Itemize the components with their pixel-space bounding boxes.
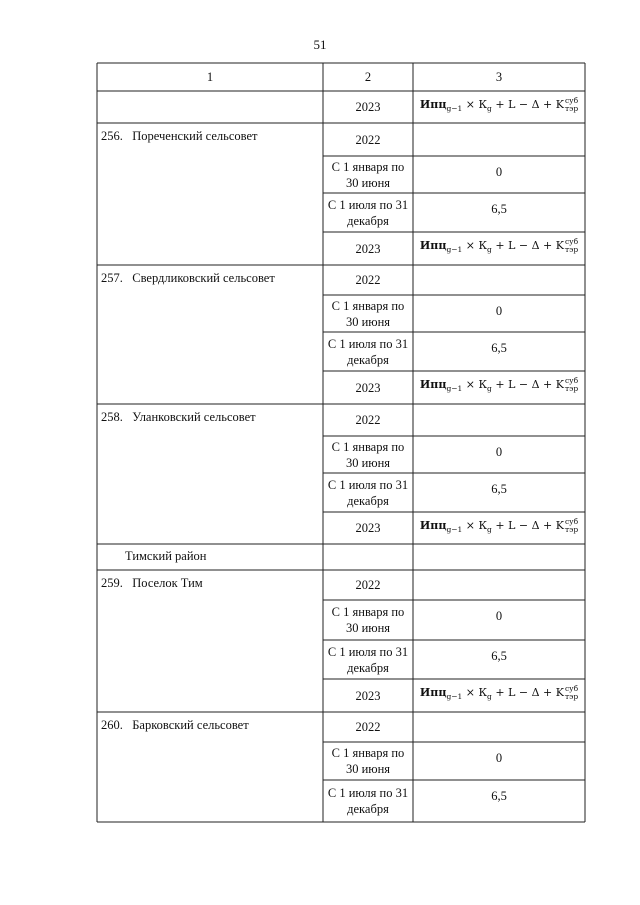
period-cell: С 1 января по 30 июня [331,746,405,776]
column-header-1: 1 [206,70,214,84]
formula-lead: Ипц [419,518,447,532]
period-cell: 2023 [355,380,381,395]
period-cell: С 1 июля по 31 декабря [327,336,409,367]
formula-lead-sub: g−1 [446,384,463,394]
page-number: 51 [313,37,327,52]
formula-sub: тэр [564,384,579,394]
value-cell: 0 [495,304,503,318]
tariff-formula [420,238,578,258]
period-cell: С 1 января по 30 июня [331,298,405,329]
value-cell-formula [413,371,585,404]
formula-middle: + L − Δ + K [491,686,564,700]
formula-times: × К [462,239,488,253]
formula-lead-sub: g−1 [446,104,463,114]
formula-lead-sub: g−1 [446,245,463,255]
formula-sup: суб [564,376,579,386]
period-cell: 2022 [355,413,381,427]
formula-middle: + L − Δ + K [491,239,564,253]
formula-k-sub: g [487,245,492,255]
formula-sub: тэр [564,524,579,534]
municipality-name: 258. Уланковский сельсовет [101,410,256,424]
tariff-formula [420,377,578,397]
formula-times: × К [462,97,488,111]
value-cell-formula [413,679,585,712]
formula-k-sub: g [487,384,492,394]
period-cell: 2023 [355,688,381,703]
column-header-2: 2 [364,70,372,84]
tariff-formula [420,518,578,538]
period-cell: С 1 января по 30 июня [331,159,405,190]
formula-sub: тэр [564,245,579,255]
formula-sup: суб [564,95,579,105]
formula-k-sub: g [487,525,492,535]
period-cell: С 1 июля по 31 декабря [327,477,409,508]
formula-sub: тэр [564,692,579,702]
formula-middle: + L − Δ + K [491,518,564,532]
municipality-name: 256. Пореченский сельсовет [101,129,258,143]
value-cell-formula [413,232,585,265]
municipality-name: 257. Свердликовский сельсовет [101,271,275,285]
formula-middle: + L − Δ + K [491,378,564,392]
period-cell: 2023 [355,241,381,256]
formula-sup: суб [564,237,579,247]
tariff-formula [420,97,578,117]
period-cell: С 1 июля по 31 декабря [327,644,409,675]
formula-super-sub [565,518,578,534]
period-cell: С 1 января по 30 июня [331,605,405,635]
formula-lead: Ипц [419,378,447,392]
district-name: Тимский район [125,549,207,563]
value-cell-formula [413,512,585,544]
formula-lead-sub: g−1 [446,525,463,535]
period-cell: С 1 января по 30 июня [331,439,405,470]
value-cell: 0 [495,751,503,765]
formula-k-sub: g [487,104,492,114]
value-cell: 0 [495,165,503,179]
formula-times: × К [462,686,488,700]
value-cell: 6,5 [491,202,507,216]
value-cell: 0 [495,445,503,459]
formula-super-sub [565,238,578,254]
value-cell: 6,5 [491,482,507,496]
formula-super-sub [565,97,578,113]
value-cell: 0 [495,609,503,623]
formula-lead: Ипц [419,97,447,111]
period-cell: 2022 [355,273,381,287]
value-cell: 6,5 [491,341,507,355]
formula-middle: + L − Δ + K [491,97,564,111]
formula-times: × К [462,518,488,532]
column-header-3: 3 [495,70,503,84]
value-cell: 6,5 [491,789,507,803]
formula-lead-sub: g−1 [446,692,463,702]
formula-lead: Ипц [419,686,447,700]
period-cell: С 1 июля по 31 декабря [327,197,409,228]
period-cell: 2022 [355,720,381,734]
tariff-formula [420,685,578,705]
municipality-name: 260. Барковский сельсовет [101,718,249,732]
period-cell: 2022 [355,578,381,592]
value-cell-formula [413,91,585,123]
formula-sub: тэр [564,103,579,113]
period-cell: 2023 [355,521,381,535]
formula-k-sub: g [487,692,492,702]
formula-times: × К [462,378,488,392]
period-cell: 2023 [355,100,381,114]
formula-super-sub [565,377,578,393]
period-cell: С 1 июля по 31 декабря [327,786,409,816]
formula-sup: суб [564,684,579,694]
period-cell: 2022 [355,132,381,147]
formula-lead: Ипц [419,239,447,253]
formula-super-sub [565,685,578,701]
value-cell: 6,5 [491,649,507,663]
municipality-name: 259. Поселок Тим [101,576,203,590]
formula-sup: суб [564,516,579,526]
